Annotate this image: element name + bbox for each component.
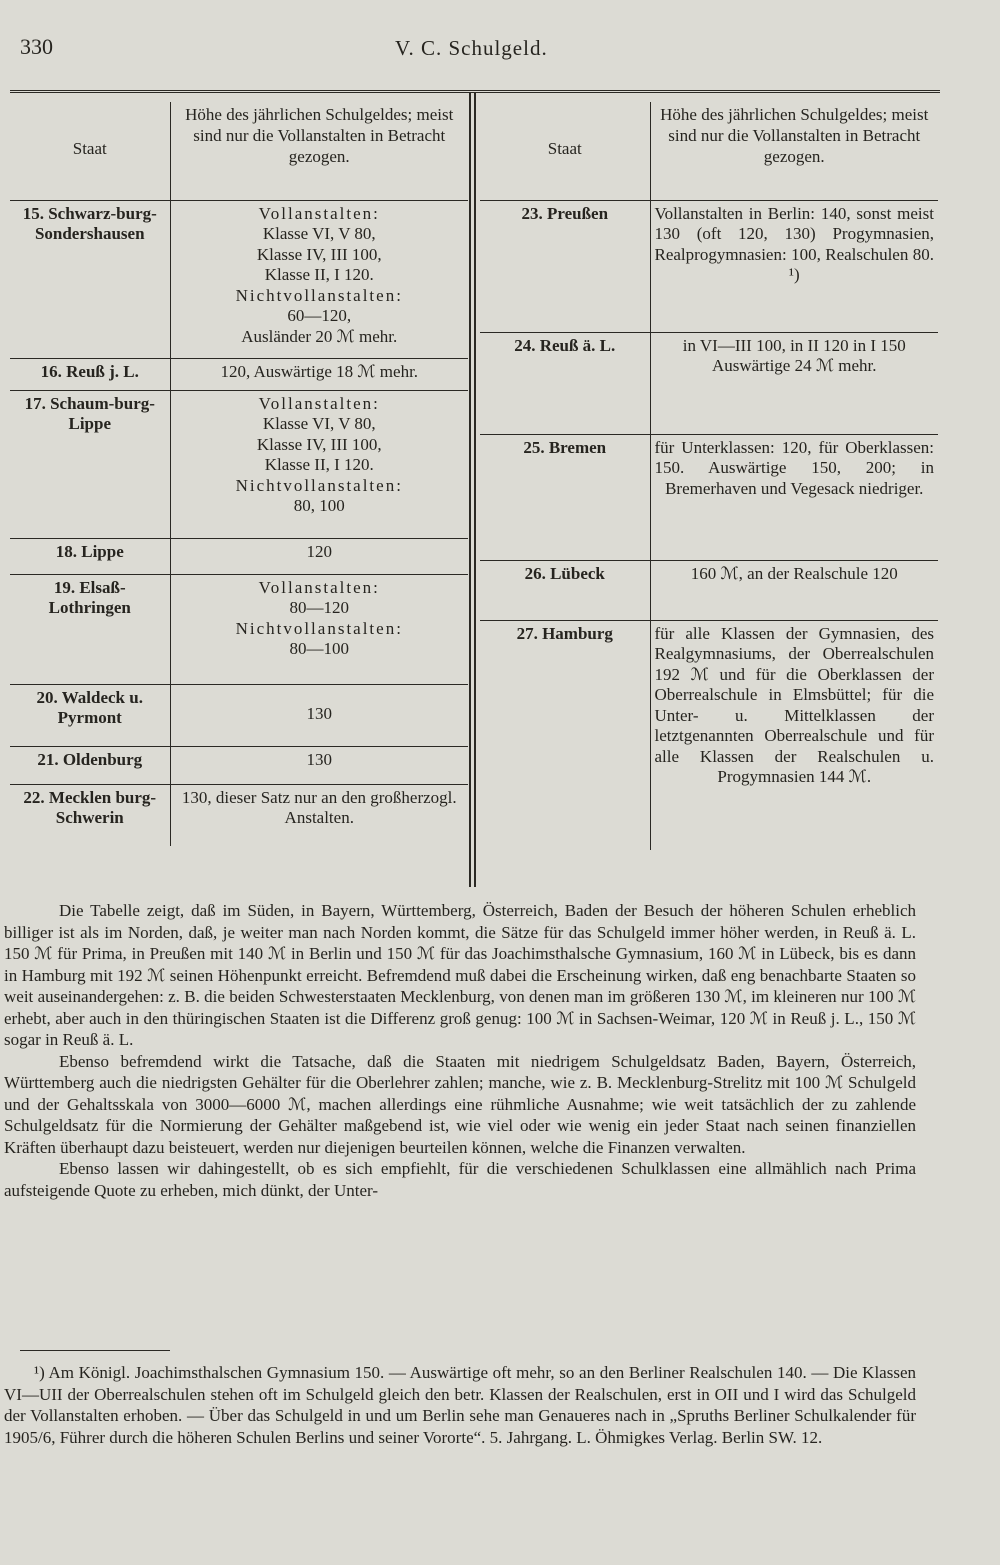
state-name: 22. Mecklen burg-Schwerin [10, 784, 170, 846]
state-name: 16. Reuß j. L. [10, 358, 170, 390]
fee-line: Klasse II, I 120. [264, 265, 374, 284]
table-row [480, 200, 938, 332]
table-left-half [10, 102, 468, 846]
fee-line: 80—100 [289, 639, 349, 658]
state-name: 23. Preußen [480, 200, 650, 332]
column-divider [469, 92, 476, 887]
fee-value [170, 746, 468, 784]
fee-line: 130 [306, 703, 332, 723]
fee-value: für Unterklassen: 120, für Oberklassen: 150. Auswärtige 150, 200; in Bremerhaven und Vegesack niedriger. [650, 434, 938, 560]
fee-line: Nichtvollanstalten: [235, 618, 403, 638]
fee-line: Klasse VI, V 80, [262, 414, 376, 433]
paragraph: Ebenso lassen wir dahingestellt, ob es sich empfiehlt, für die verschiedenen Schulklassen eine allmählich nach Prima aufsteigende Quote zu erheben, mich dünkt, der Unter- [4, 1159, 916, 1200]
page-number: 330 [20, 34, 53, 59]
header-value: Höhe des jährlichen Schulgeldes; meist sind nur die Vollanstalten in Betracht gezogen. [170, 102, 468, 200]
fee-line: Klasse VI, V 80, [262, 224, 376, 243]
fee-value: Vollanstalten in Berlin: 140, sonst meist 130 (oft 120, 130) Progymnasien, Realprogymnasien: 100, Realschulen 80. ¹) [650, 200, 938, 332]
fee-value: in VI—III 100, in II 120 in I 150 Auswärtige 24 ℳ mehr. [650, 332, 938, 434]
fee-value: für alle Klassen der Gymnasien, des Realgymnasiums, der Oberrealschulen 192 ℳ und für die Oberklassen der Oberrealschule in Elmsbüttel; für die Unter- u. Mittelklassen der letztgenannten Oberrealschule und für alle Klassen der Realschulen u. Progymnasien 144 ℳ. [654, 623, 934, 786]
fee-line: Nichtvollanstalten: [235, 285, 403, 305]
paragraph: Ebenso befremdend wirkt die Tatsache, daß die Staaten mit niedrigem Schulgeldsatz Baden, Bayern, Österreich, Württemberg auch die niedrigsten Gehälter für die Oberlehrer zahlen; manche, wie z. B. Mecklenburg-Strelitz mit 100 ℳ Schulgeld und der Gehaltsskala von 3000—6000 ℳ, machen allerdings eine rühmliche Ausnahme; wie weit tatsächlich der zu zahlende Schulgeldsatz für die Normierung der Gehälter maßgebend ist, wie viel oder wie wenig ein jeder Staat nach seinen finanziellen Kräften überhaupt dazu beisteuert, werden nur diejenigen beurteilen können, welche die Finanzen verwalten. [4, 1051, 916, 1157]
table-row [480, 332, 938, 434]
fee-line: 80, 100 [293, 496, 345, 515]
fee-line: Vollanstalten: [258, 203, 380, 223]
body-text [4, 900, 916, 1201]
header-state: Staat [480, 102, 650, 200]
table-row [10, 684, 468, 746]
header-state: Staat [10, 102, 170, 200]
fee-line: 80—120 [289, 598, 349, 617]
header-value: Höhe des jährlichen Schulgeldes; meist sind nur die Vollanstalten in Betracht gezogen. [650, 102, 938, 200]
state-name: 20. Waldeck u. Pyrmont [10, 684, 170, 746]
state-name: 27. Hamburg [480, 620, 650, 850]
running-head [0, 34, 1000, 70]
fee-line: Nichtvollanstalten: [235, 475, 403, 495]
fee-value [170, 684, 468, 746]
fee-line: Vollanstalten: [258, 577, 380, 597]
fee-value [170, 358, 468, 390]
state-name: 18. Lippe [10, 538, 170, 574]
fee-line: Klasse II, I 120. [264, 455, 374, 474]
table-row [480, 620, 938, 850]
fee-line: 60—120, [287, 306, 352, 325]
fee-value [170, 538, 468, 574]
fee-line: 130, dieser Satz nur an den großherzogl. Anstalten. [181, 787, 457, 827]
table-header-row [480, 102, 938, 200]
state-name: 26. Lübeck [480, 560, 650, 620]
table-row [480, 434, 938, 560]
state-name: 15. Schwarz-burg-Sondershausen [10, 200, 170, 358]
fee-line: Vollanstalten: [258, 393, 380, 413]
fee-line: 130 [306, 749, 332, 769]
running-title: V. C. Schulgeld. [395, 36, 548, 60]
footnote: ¹) Am Königl. Joachimsthalschen Gymnasium 150. — Auswärtige oft mehr, so an den Berliner Realschulen 140. — Die Klassen VI—UII der Oberrealschulen stehen oft im Schulgeld gleich den betr. Klassen der Realschulen, erst in OII und I wird das Schulgeld der Vollanstalten erhoben. — Über das Schulgeld in und um Berlin sehe man Genaueres nach in „Spruths Berliner Schulkalender für 1905/6, Führer durch die höheren Schulen Berlins und seiner Vororte“. 5. Jahrgang. L. Öhmigkes Verlag. Berlin SW. 12. [4, 1363, 916, 1447]
fee-value [170, 574, 468, 684]
fee-value [170, 784, 468, 846]
table-row [10, 574, 468, 684]
state-name: 25. Bremen [480, 434, 650, 560]
fee-value: 160 ℳ, an der Realschule 120 [650, 560, 938, 620]
state-name: 17. Schaum-burg-Lippe [10, 390, 170, 538]
table-row [10, 538, 468, 574]
state-name: 24. Reuß ä. L. [480, 332, 650, 434]
state-name: 19. Elsaß-Lothringen [10, 574, 170, 684]
fee-value [170, 200, 468, 358]
table-row [10, 390, 468, 538]
fee-line: 120 [306, 541, 332, 561]
table-row [10, 200, 468, 358]
paragraph: Die Tabelle zeigt, daß im Süden, in Bayern, Württemberg, Österreich, Baden der Besuch der höheren Schulen erheblich billiger ist als im Norden, daß, je weiter man nach Norden kommt, die Sätze für das Schulgeld immer höher werden, in Reuß ä. L. 150 ℳ für Prima, in Preußen mit 140 ℳ in Berlin und 150 ℳ für das Joachimsthalsche Gymnasium, 160 ℳ in Lübeck, bis es dann in Hamburg mit 192 ℳ seinen Höhenpunkt erreicht. Befremdend muß dabei die Erscheinung wirken, daß eng benachbarte Staaten so weit auseinandergehen: z. B. die beiden Schwesterstaaten Mecklenburg, von denen man im größeren 130 ℳ, im kleineren nur 100 ℳ erhebt, aber auch in den thüringischen Staaten ist die Differenz groß genug: 100 ℳ in Sachsen-Weimar, 120 ℳ in Reuß j. L., 150 ℳ sogar in Reuß ä. L. [4, 901, 916, 1049]
table-row [10, 784, 468, 846]
fee-line: 120, Auswärtige 18 ℳ mehr. [220, 361, 419, 381]
tuition-fee-table [10, 90, 940, 890]
footnote-rule [20, 1350, 170, 1351]
table-row [10, 358, 468, 390]
fee-value [170, 390, 468, 538]
table-header-row [10, 102, 468, 200]
fee-line: Klasse IV, III 100, [256, 434, 382, 454]
fee-line: Klasse IV, III 100, [256, 244, 382, 264]
table-row [10, 746, 468, 784]
table-right-half [480, 102, 938, 850]
fee-line: Ausländer 20 ℳ mehr. [241, 326, 398, 346]
state-name: 21. Oldenburg [10, 746, 170, 784]
table-row [480, 560, 938, 620]
